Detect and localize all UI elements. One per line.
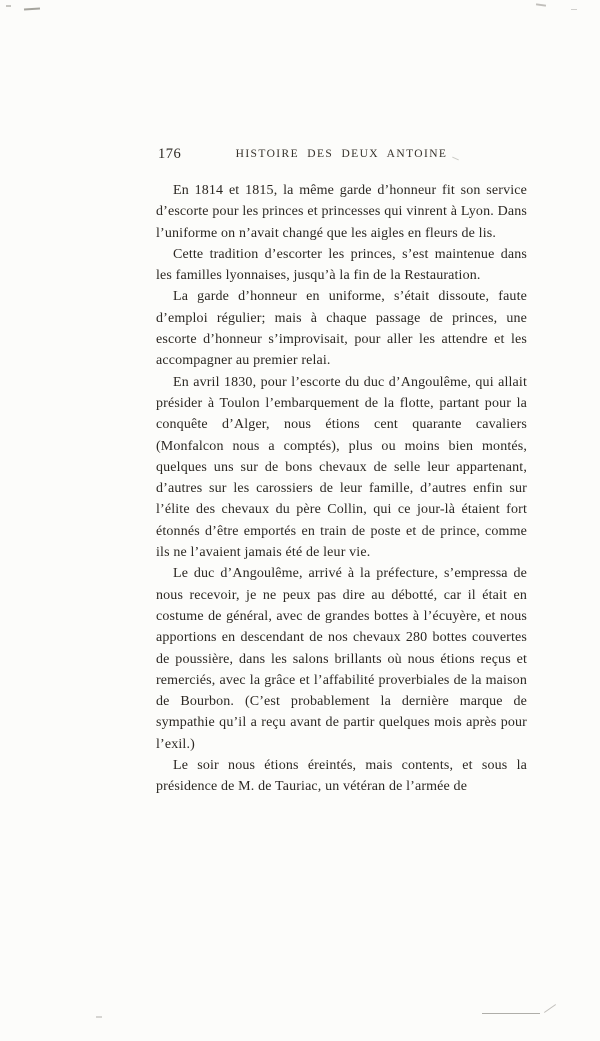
paragraph: Cette tradition d’escorter les princes, s’est maintenue dans les familles lyonnaises, jusqu’à la fin de la Restauration. — [156, 246, 527, 284]
scan-artifact — [96, 1016, 102, 1018]
scan-artifact — [6, 5, 11, 7]
page-number: 176 — [158, 146, 182, 162]
paragraph: En 1814 et 1815, la même garde d’honneur fit son service d’escorte pour les princes et princesses qui vinrent à Lyon. Dans l’uniforme on n’avait changé que les aigles en fleurs de lis. — [156, 183, 527, 241]
scan-artifact — [571, 9, 577, 10]
paragraph: En avril 1830, pour l’escorte du duc d’Angoulême, qui allait présider à Toulon l’embarquement de la flotte, partant pour la conquête d’Alger, nous étions cent quarante cavaliers (Monfalcon nous a comptés), plus ou moins bien montés, quelques uns sur de bons chevaux de selle leur appartenant, d’autres sur les carossiers de leur famille, d’autres enfin sur l’élite des chevaux du père Collin, qui ce jour-là étaient fort étonnés d’être emportés en train de poste et de prince, comme ils ne l’avaient jamais été de leur vie. — [156, 374, 527, 561]
page-body — [156, 180, 527, 798]
paragraph: Le duc d’Angoulême, arrivé à la préfecture, s’empressa de nous recevoir, je ne peux pas dire au débotté, car il était en costume de général, avec de grandes bottes à l’écuyère, et nous apportions en descendant de nos chevaux 280 bottes couvertes de poussière, dans les salons brillants où nous étions reçus et remerciés, avec la grâce et l’affabilité proverbiales de la maison de Bourbon. (C’est probablement la dernière marque de sympathie qu’il a reçu avant de partir quelques mois après pour l’exil.) — [156, 566, 527, 752]
scan-artifact — [544, 1004, 556, 1013]
running-head — [156, 146, 527, 168]
running-header-title: HISTOIRE DES DEUX ANTOINE — [235, 148, 448, 160]
scan-artifact — [482, 1013, 540, 1014]
scan-artifact — [536, 3, 546, 6]
paragraph: Le soir nous étions éreintés, mais contents, et sous la présidence de M. de Tauriac, un vétéran de l’armée de — [156, 758, 527, 795]
text-block — [156, 146, 527, 798]
scan-artifact — [24, 7, 40, 10]
paragraph: La garde d’honneur en uniforme, s’était dissoute, faute d’emploi régulier; mais à chaque passage de princes, une escorte d’honneur s’improvisait, pour aller les attendre et les accompagner au premier relai. — [156, 289, 527, 369]
